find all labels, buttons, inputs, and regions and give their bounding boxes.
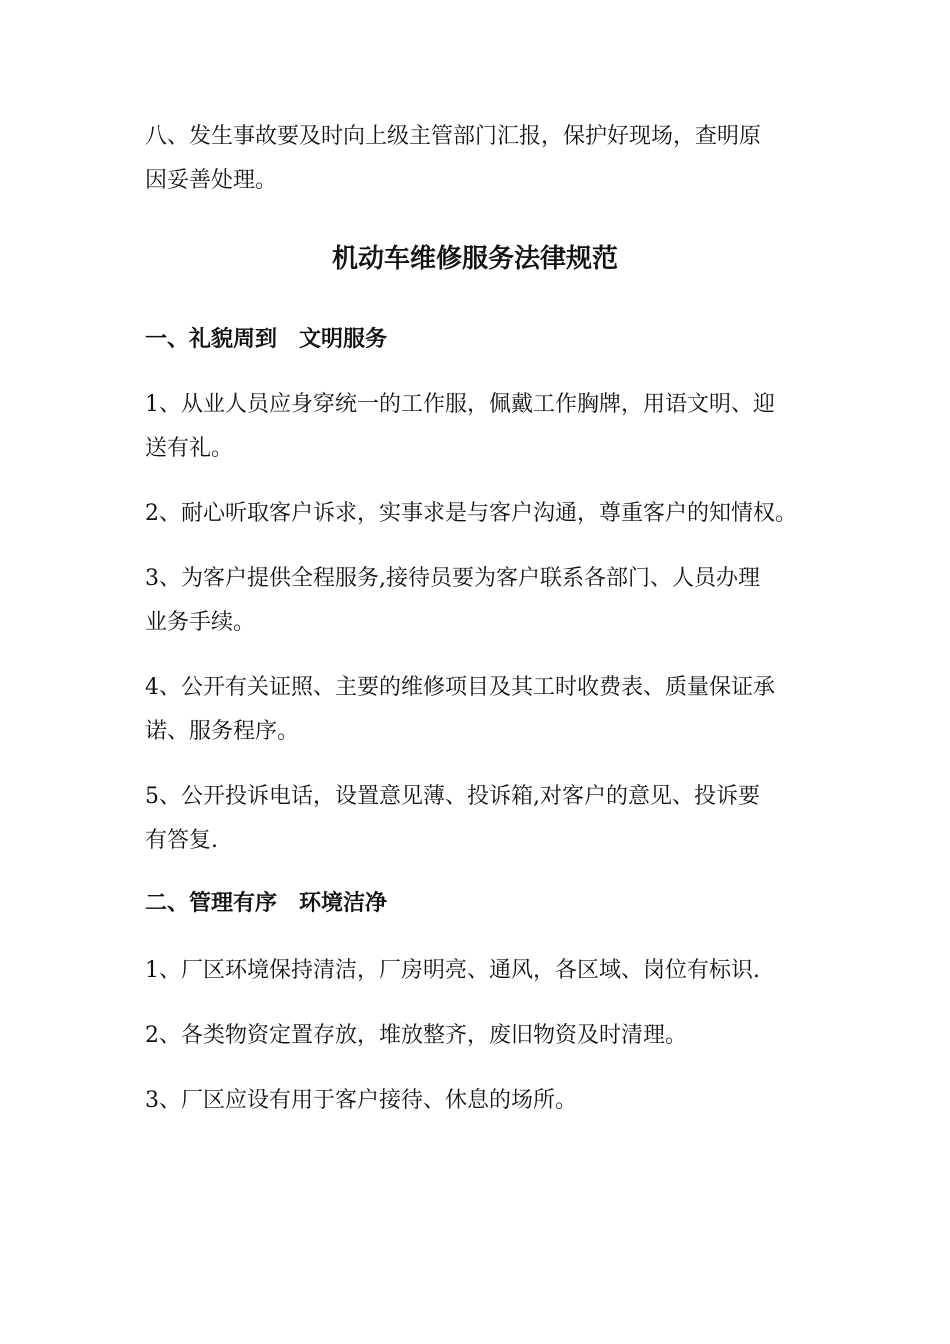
section1-item-4-line-1: 4、公开有关证照、主要的维修项目及其工时收费表、质量保证承 [145,675,775,700]
section1-item-1-line-1: 1、从业人员应身穿统一的工作服，佩戴工作胸牌，用语文明、迎 [145,392,775,417]
section1-item-3-line-2: 业务手续。 [145,610,256,635]
section2-heading: 二、管理有序 环境洁净 [145,891,388,916]
section1-item-1 [145,383,825,471]
section1-item-2-line-1: 2、耐心听取客户诉求，实事求是与客户沟通，尊重客户的知情权。 [145,501,797,526]
section2-item-2-line-1: 2、各类物资定置存放，堆放整齐，废旧物资及时清理。 [145,1023,687,1048]
intro-line-1: 八、发生事故要及时向上级主管部门汇报，保护好现场，查明原 [145,124,762,149]
section1-item-5 [145,775,825,863]
intro-paragraph [145,115,825,203]
document-title: 机动车维修服务法律规范 [331,244,618,274]
section2-item-1 [145,949,825,993]
section2-item-3-line-1: 3、厂区应设有用于客户接待、休息的场所。 [145,1088,577,1113]
intro-line-2: 因妥善处理。 [145,168,278,193]
section1-item-4 [145,666,825,754]
section2-item-1-line-1: 1、厂区环境保持清洁，厂房明亮、通风，各区域、岗位有标识. [145,958,760,983]
section1-heading: 一、礼貌周到 文明服务 [145,327,388,352]
section1-item-3-line-1: 3、为客户提供全程服务,接待员要为客户联系各部门、人员办理 [145,566,760,591]
section1-item-5-line-1: 5、公开投诉电话，设置意见薄、投诉箱,对客户的意见、投诉要 [145,784,760,809]
section1-item-2 [145,492,825,536]
section2-item-3 [145,1079,825,1123]
section1-item-1-line-2: 送有礼。 [145,436,234,461]
section1-item-5-line-2: 有答复. [145,828,218,853]
section2-item-2 [145,1014,825,1058]
section1-item-4-line-2: 诺、服务程序。 [145,719,300,744]
section1-item-3 [145,557,825,645]
